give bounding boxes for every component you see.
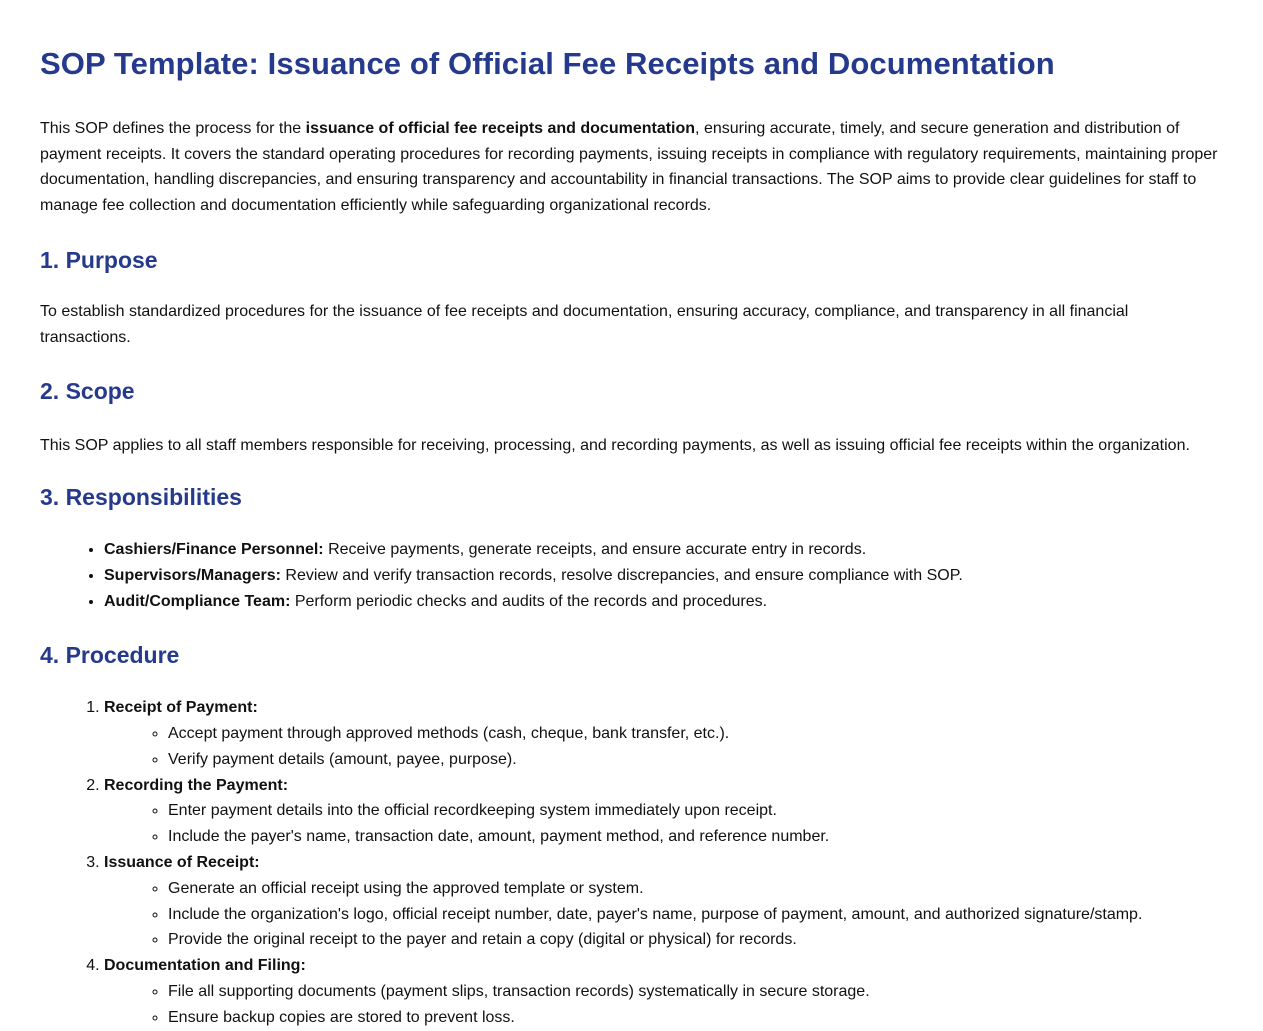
role-description: Review and verify transaction records, resolve discrepancies, and ensure compliance with SOP. (280, 567, 963, 585)
substep-list (104, 721, 1223, 773)
list-item (104, 589, 1223, 615)
page-title: SOP Template: Issuance of Official Fee Receipts and Documentation (40, 46, 1055, 81)
scope-text: This SOP applies to all staff members responsible for receiving, processing, and recording payments, as well as issuing official fee receipts within the organization. (40, 436, 1190, 454)
substep-list (104, 876, 1223, 953)
list-item: ◦ File all supporting documents (payment slips, transaction records) systematically in secure storage. (168, 979, 1223, 1005)
step-title: Receipt of Payment: (104, 699, 258, 717)
list-item: ◦ Include the organization's logo, official receipt number, date, payer's name, purpose of payment, amount, and authorized signature/stamp. (168, 902, 1223, 928)
list-item: ◦ Verify payment details (amount, payee, purpose). (168, 747, 1223, 773)
section-heading-responsibilities: 3. Responsibilities (40, 484, 242, 511)
procedure-step (104, 953, 1223, 1030)
role-description: Perform periodic checks and audits of the records and procedures. (290, 593, 768, 611)
list-item: ◦ Enter payment details into the official recordkeeping system immediately upon receipt. (168, 798, 1223, 824)
intro-text-start: This SOP defines the process for the (40, 120, 306, 137)
substep-list (104, 979, 1223, 1031)
section-heading-procedure: 4. Procedure (40, 642, 180, 669)
step-title: Issuance of Receipt: (104, 853, 260, 871)
role-label: Supervisors/Managers: (104, 567, 281, 585)
purpose-text: To establish standardized procedures for the issuance of fee receipts and documentation, ensuring accuracy, compliance, and transparency in all financial transactions. (40, 303, 1129, 346)
list-item: ◦ Include the payer's name, transaction date, amount, payment method, and reference number. (168, 824, 1223, 850)
list-item: ◦ Ensure backup copies are stored to prevent loss. (168, 1005, 1223, 1031)
list-item (104, 563, 1223, 589)
role-label: Cashiers/Finance Personnel: (104, 541, 324, 559)
substep-list (104, 798, 1223, 850)
step-title: Documentation and Filing: (104, 957, 306, 975)
section-heading-scope: 2. Scope (40, 377, 135, 404)
list-item: ◦ Accept payment through approved methods (cash, cheque, bank transfer, etc.). (168, 721, 1223, 747)
procedure-step (104, 773, 1223, 850)
intro-text-end: , ensuring accurate, timely, and secure generation and distribution of payment receipts. It covers the standard operating procedures for recording payments, issuing receipts in compliance with regulatory requirements, maintaining proper documentation, handling discrepancies, and ensuring transparency and accountability in financial transactions. The SOP aims to provide clear guidelines for staff to manage fee collection and documentation efficiently while safeguarding organizational records. (40, 120, 1218, 214)
step-title: Recording the Payment: (104, 776, 289, 794)
list-item: ◦ Generate an official receipt using the approved template or system. (168, 876, 1223, 902)
section-heading-purpose: 1. Purpose (40, 247, 158, 274)
list-item: ◦ Provide the original receipt to the payer and retain a copy (digital or physical) for records. (168, 927, 1223, 953)
role-label: Audit/Compliance Team: (104, 593, 291, 611)
intro-bold-phrase: issuance of official fee receipts and documentation (305, 120, 696, 137)
procedure-list (40, 695, 1223, 1030)
procedure-step (104, 695, 1223, 772)
role-description: Receive payments, generate receipts, and ensure accurate entry in records. (323, 541, 867, 559)
responsibilities-list (40, 537, 1223, 615)
list-item (104, 537, 1223, 563)
procedure-step (104, 850, 1223, 953)
intro-paragraph (40, 116, 1223, 218)
